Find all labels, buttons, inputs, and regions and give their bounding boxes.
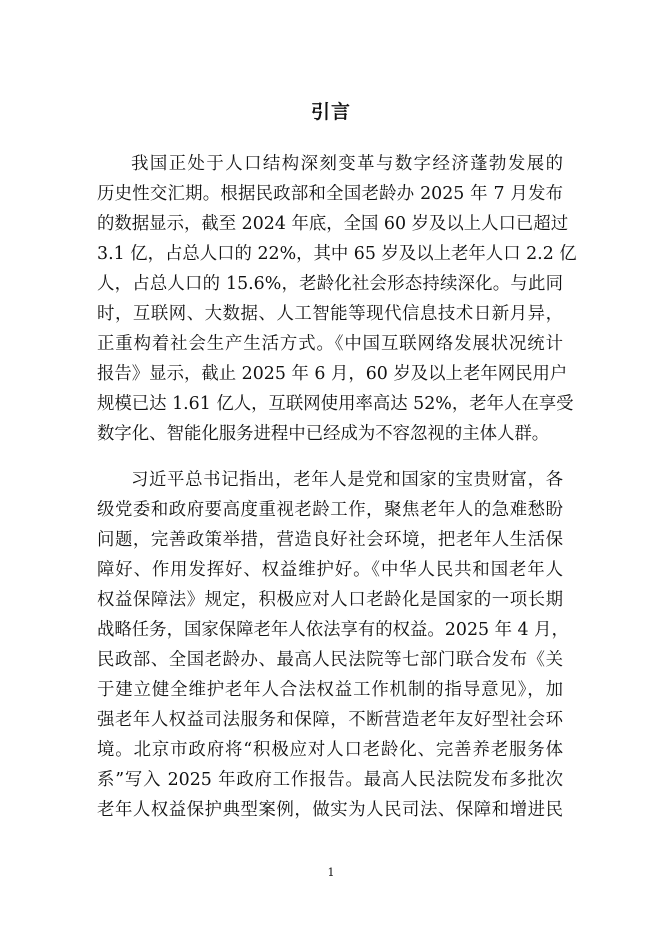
- text-line: 历史性交汇期。根据民政部和全国老龄办 2025 年 7 月发布: [97, 184, 563, 204]
- text-line: 强老年人权益司法服务和保障，不断营造老年友好型社会环: [97, 710, 563, 730]
- page-title: 引言: [310, 101, 351, 123]
- text-line: 数字化、智能化服务进程中已经成为不容忽视的主体人群。: [97, 424, 550, 444]
- text-line: 习近平总书记指出，老年人是党和国家的宝贵财富，各: [131, 470, 563, 490]
- text-line: 问题，完善政策举措，营造良好社会环境，把老年人生活保: [97, 530, 563, 550]
- text-line: 障好、作用发挥好、权益维护好。《中华人民共和国老年人: [97, 560, 563, 580]
- text-line: 3.1 亿，占总人口的 22%，其中 65 岁及以上老年人口 2.2 亿: [97, 244, 577, 264]
- text-line: 我国正处于人口结构深刻变革与数字经济蓬勃发展的: [131, 154, 563, 174]
- text-line: 于建立健全维护老年人合法权益工作机制的指导意见》，加: [97, 680, 563, 700]
- text-line: 级党委和政府要高度重视老龄工作，聚焦老年人的急难愁盼: [97, 500, 563, 520]
- text-line: 时，互联网、大数据、人工智能等现代信息技术日新月异，: [97, 304, 563, 324]
- text-line: 报告》显示，截止 2025 年 6 月，60 岁及以上老年网民用户: [97, 364, 568, 384]
- text-line: 老年人权益保护典型案例，做实为人民司法、保障和增进民: [97, 800, 563, 820]
- page-number: 1: [327, 866, 335, 879]
- text-line: 战略任务，国家保障老年人依法享有的权益。2025 年 4 月，: [97, 620, 569, 640]
- text-line: 人，占总人口的 15.6%，老龄化社会形态持续深化。与此同: [97, 274, 563, 294]
- text-line: 境。北京市政府将“积极应对人口老龄化、完善养老服务体: [97, 740, 563, 760]
- text-line: 系”写入 2025 年政府工作报告。最高人民法院发布多批次: [97, 770, 563, 790]
- text-line: 正重构着社会生产生活方式。《中国互联网络发展状况统计: [97, 334, 563, 354]
- text-line: 的数据显示，截至 2024 年底，全国 60 岁及以上人口已超过: [97, 214, 569, 234]
- text-line: 民政部、全国老龄办、最高人民法院等七部门联合发布《关: [97, 650, 563, 670]
- text-line: 规模已达 1.61 亿人，互联网使用率高达 52%，老年人在享受: [97, 394, 574, 414]
- text-line: 权益保障法》规定，积极应对人口老龄化是国家的一项长期: [97, 590, 563, 610]
